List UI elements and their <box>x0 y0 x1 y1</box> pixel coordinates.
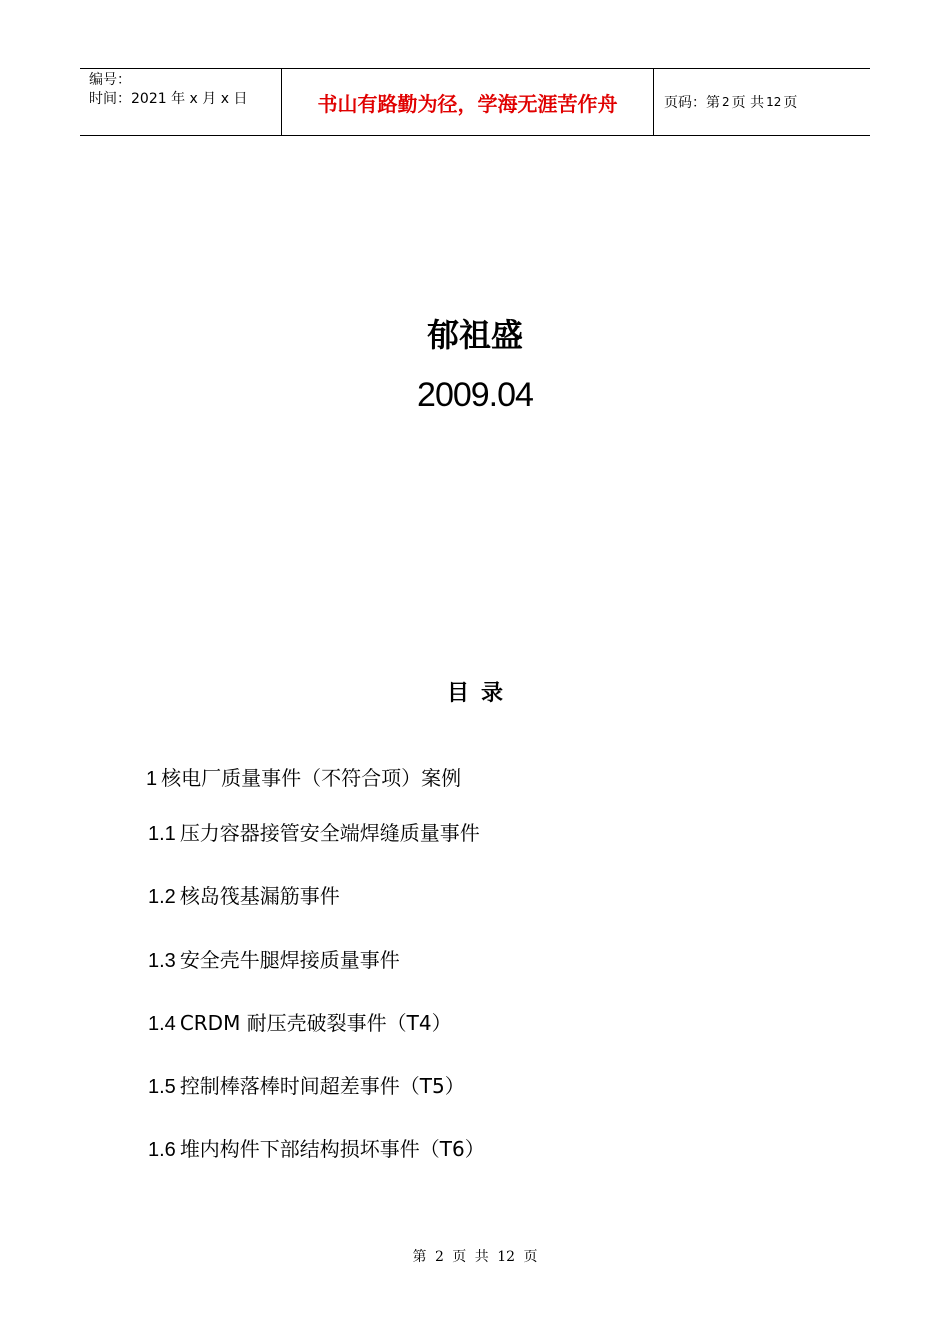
header-meta <box>80 69 281 135</box>
toc-item <box>148 1133 485 1162</box>
header-page-current: 2 <box>722 95 730 109</box>
toc-item-number: 1.2 <box>148 886 176 908</box>
header-page-info <box>654 69 870 135</box>
toc-item-number: 1.3 <box>148 950 176 972</box>
toc-item-text: 核电厂质量事件（不符合项）案例 <box>161 766 462 790</box>
toc-item-number: 1.4 <box>148 1013 176 1035</box>
toc-item-text: 堆内构件下部结构损坏事件（T6） <box>179 1137 485 1161</box>
page-footer: 第 2 页 共 12 页 <box>412 1249 538 1265</box>
toc-item-text: 安全壳牛腿焊接质量事件 <box>179 948 400 972</box>
header-page-total: 12 <box>766 95 782 109</box>
toc-item-text: CRDM 耐压壳破裂事件（T4） <box>179 1011 452 1035</box>
toc-item <box>148 1070 465 1099</box>
toc-item <box>148 880 340 909</box>
toc-item <box>148 1007 452 1036</box>
header-time: 时间：2021 年 x 月 x 日 <box>89 91 248 107</box>
toc-item-number: 1 <box>146 768 158 790</box>
toc-item-text: 压力容器接管安全端焊缝质量事件 <box>179 821 480 845</box>
page-header <box>80 68 870 136</box>
header-code-label: 编号： <box>89 72 131 88</box>
toc-item-number: 1.6 <box>148 1139 176 1161</box>
toc-item-text: 核岛筏基漏筋事件 <box>179 884 340 908</box>
toc-item-text: 控制棒落棒时间超差事件（T5） <box>179 1074 465 1098</box>
header-page-suffix: 页 <box>783 95 798 111</box>
toc-item <box>148 817 480 846</box>
toc-item <box>146 762 461 791</box>
toc-item <box>148 944 400 973</box>
author-name: 郁祖盛 <box>426 316 523 354</box>
toc-heading: 目录 <box>446 681 515 706</box>
header-page-mid: 页 共 <box>731 95 765 111</box>
toc-item-number: 1.5 <box>148 1076 176 1098</box>
toc-item-number: 1.1 <box>148 823 176 845</box>
document-date: 2009.04 <box>417 376 533 414</box>
header-page-prefix: 页码：第 <box>664 95 720 111</box>
header-motto: 书山有路勤为径，学海无涯苦作舟 <box>281 69 654 135</box>
